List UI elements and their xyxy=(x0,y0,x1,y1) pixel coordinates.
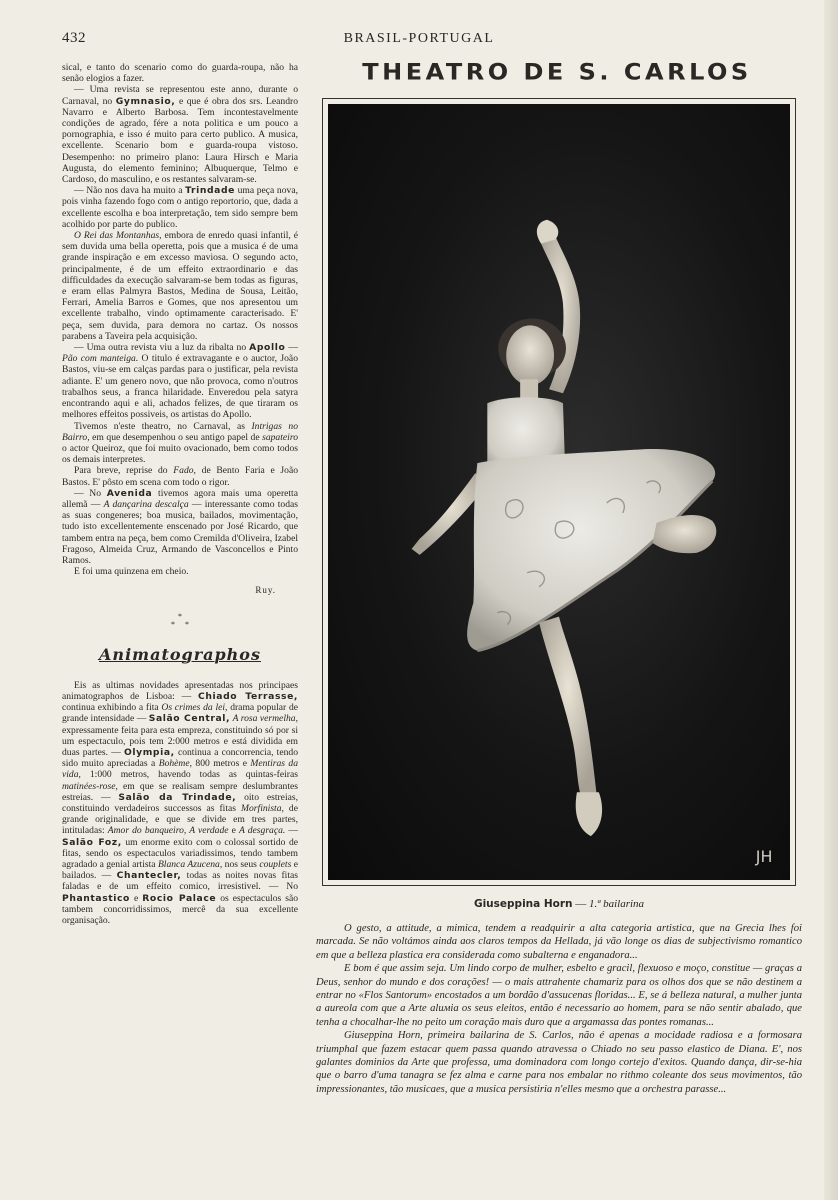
text-italic: couplets xyxy=(259,859,292,870)
play-title: Pão com manteiga. xyxy=(62,353,139,365)
text: E foi uma quinzena em cheio. xyxy=(74,566,189,578)
photo-frame xyxy=(322,98,796,886)
paragraph: E bom é que assim seja. Um lindo corpo de mulher, esbelto e gracil, flexuoso e moço, constitue — graças a Deus, senhor do mundo e dos corações! — o mais attrahente chamariz para os olhos dos que se não destinem a entrar no «Flos Santorum» encostados a um bordão d'assucenas floridas... E, se á belleza natural, a mulher junta a aureola com que a Arte aluмia os seus eleitos, então é necessario ao homem, para se não sentir abalado, que tenha a chocalhar-lhe no peito um coração mais duro que a argamassa das pontes romanas... xyxy=(316,963,802,1028)
photo-caption xyxy=(322,898,796,910)
paragraph-apollo xyxy=(62,342,298,420)
paragraph-animatographos xyxy=(62,680,298,926)
text: — xyxy=(285,825,298,837)
play-title: A dançarina descalça xyxy=(103,498,189,510)
text: um enorme exito com o colossal sortido de fitas, sendo os espectaculos variadissimos, tendo tambem agradado a genial artista xyxy=(62,836,299,870)
play-title: Intrigas no Bairro, xyxy=(62,420,298,443)
running-head: BRASIL-PORTUGAL xyxy=(343,31,495,46)
text: nos seus xyxy=(222,859,260,870)
star-ornament: * xyxy=(171,619,175,629)
cinema-name: Olympia, xyxy=(124,746,175,758)
film-title: A desgraça. xyxy=(238,825,286,837)
paragraph-text: sical, e tanto do scenario como do guarda-roupa, não ha senão elogios a fazer. xyxy=(62,62,298,85)
page-number: 432 xyxy=(62,30,86,46)
text: e que é obra dos srs. Leandro Navarro e Alberto Barbosa. Tem incontestavelmente condições de agrado, fére a nota politica e um pouco a pornographia, e isso é muito para certo publico. A musica, excellente. Scenario bom e guarda-roupa vistoso. Desempenho: no primeiro plano: Laura Hirsch e Maria Augusta, do elemento feminino; Albuquerque, Telmo e Cardoso, do masculino, e os restantes salvaram-se. xyxy=(62,95,298,186)
cinema-name: Rocio Palace xyxy=(142,892,217,904)
star-ornament-pair xyxy=(62,621,298,629)
theatre-name: Trindade xyxy=(185,185,235,197)
paragraph-gymnasio xyxy=(62,84,298,185)
text: e xyxy=(129,892,143,904)
caption-role: 1.ª bailarina xyxy=(589,898,645,910)
play-title: Fado, xyxy=(173,465,196,477)
artist-name: Blanca Azucena, xyxy=(157,859,223,870)
theatre-name: Gymnasio, xyxy=(115,95,176,107)
cinema-name: Chiado Terrasse, xyxy=(198,690,298,702)
theatre-name: Avenida xyxy=(106,487,153,499)
paragraph-closing xyxy=(62,566,298,577)
text: uma peça nova, pois vinha fazendo fogo com o antigo reportorio, que, dada a excellente escolha e boa interpretação, tem sido sempre bem acolhido por parte do publico. xyxy=(62,185,298,230)
paragraph-rei-montanhas xyxy=(62,230,298,342)
article-heading: THEATRO DE S. CARLOS xyxy=(362,59,752,85)
text: — interessante como todas as suas congeneres; boa musica, bailados, movimentação, tudo isto excellentemente enscenado por José Ricardo, que tambem entra na peça, bem como Cremilda d'Oliveira, Izabel Fragoso, Almeida Cruz, Armando de Vasconcellos e Pinto Ramos. xyxy=(62,498,298,566)
theatre-name: Apollo xyxy=(249,342,286,354)
cinema-name: Salão Foz, xyxy=(62,836,122,848)
film-title: Mentiras da vida, xyxy=(62,758,298,781)
section-divider-stars xyxy=(62,613,298,629)
photographer-monogram: JH xyxy=(755,847,773,867)
cinema-name: Salão da Trindade, xyxy=(118,791,237,803)
text: Tivemos n'este theatro, no Carnaval, as xyxy=(74,420,252,432)
caption-dash: — xyxy=(572,898,590,910)
text: expressamente feita para esta empreza, constituindo só por si um espectaculo, pois tem 2:000 metros e está dividida em duas partes. — xyxy=(62,724,298,758)
text: os espectaculos são tambem concorridissimos, mercê da sua excellente organisação. xyxy=(62,892,299,927)
text: Para breve, reprise do xyxy=(74,465,174,477)
text: 1:000 metros, havendo todas as quintas-feiras xyxy=(80,769,298,781)
page-edge xyxy=(824,0,838,1200)
text: continua a concorrencia, tendo sido muito apreciadas a xyxy=(62,746,298,770)
left-column xyxy=(62,62,298,926)
text: e bailados. — xyxy=(62,859,298,882)
ballerina-figure xyxy=(328,104,790,880)
section-title-animatographos: Animatographos xyxy=(99,644,261,664)
text: de Bento Faria e João Bastos. E' pôsto em scena com todo o rigor. xyxy=(62,465,298,488)
cinema-name: Phantastico xyxy=(62,892,130,904)
article-body xyxy=(316,922,802,1096)
paragraph: O gesto, a attitude, a mimica, tendem a readquirir a alta categoria artistica, que na Grecia lhes foi marcada. Se não voltámos ainda aos claros tempos da Hellada, já vão longe os dias de subjectivismo romantico em que a belleza plastica era considerada como subalterna e enganadora... xyxy=(316,923,802,961)
text-italic: matinées-rose, xyxy=(62,780,118,792)
film-title: Amor do banqueiro, A verdade xyxy=(107,825,229,837)
text: embora de enredo quasi infantil, é sem duvida uma bella operetta, pois que a musica é de uma grande inspiração e em excesso maviosa. O segundo acto, principalmente, é de um effeito extraordinario e das difficuldades da execução salvaram-se bem todas as figuras, e eram ellas Palmyra Bastos, Medina de Sousa, Leitão, Ferrari, Amelia Barros e Gomes, que nos apresentou um excellente trabalho, vindo optimamente caracterisado. E' peça, sem duvida, para demora no cartaz. Os nossos parabens a Taveira pela acquisição. xyxy=(62,230,298,342)
text: em que se realisam sempre deslumbrantes estreias. — xyxy=(62,780,298,803)
text: de grande originalidade, e que se divide em tres partes, intituladas: xyxy=(62,802,298,837)
text: — Uma outra revista viu a luz da ribalta no xyxy=(74,342,250,354)
text: O titulo é extravagante e o auctor, João Bastos, viu-se em calças pardas para o justificar, pela revista adiante. E' um genero novo, que não provoca, como n'outros trabalhos seus, a franca hilaridade. Enveredou pela satyra encontrando aqui e ali, achados felizes, de que tiraram os melhores effeitos possiveis, os artistas do Apollo. xyxy=(62,353,298,421)
author-signature: Ruy. xyxy=(255,585,276,596)
paragraph-fado xyxy=(62,465,298,487)
ballerina-photograph xyxy=(328,104,790,880)
star-ornament: * xyxy=(185,619,189,629)
text: — No xyxy=(74,487,107,499)
text: continua exhibindo a fita xyxy=(62,702,162,714)
caption-name: Giuseppina Horn xyxy=(473,898,573,910)
text: Eis as ultimas novidades apresentadas nos principaes animatographos de Lisboa: — xyxy=(62,679,298,702)
film-title: Os crimes da lei, xyxy=(161,702,228,714)
text: e xyxy=(228,825,239,837)
text: tivemos agora mais uma operetta allemã — xyxy=(62,487,298,510)
text: drama popular de grande intensidade — xyxy=(62,702,299,725)
text: todas as noites novas fitas faladas e de um effeito comico, irresistivel. — No xyxy=(62,870,298,893)
paragraph xyxy=(62,62,298,84)
text: oito estreias, constituindo verdadeiros successos as fitas xyxy=(62,791,298,814)
star-ornament: * xyxy=(178,611,182,621)
paragraph-intrigas xyxy=(62,421,298,466)
text: o actor Queiroz, que foi muito ovacionado, bem como todos os demais interpretes. xyxy=(62,442,298,466)
text: — xyxy=(285,342,298,354)
paragraph-avenida xyxy=(62,488,298,566)
text: — Uma revista se representou este anno, durante o Carnaval, no xyxy=(62,84,298,107)
paragraph: Giuseppina Horn, primeira bailarina de S. Carlos, não é apenas a mocidade radiosa e a formosara triumphal que fazem estacar quem passa quando atravessa o Chiado no seu passo elastico de Diana. E', nos galantes dominios da Arte que professa, uma dominadora com longo cortejo d'exitos. Quando dança, dir-se-hia que o barro d'uma tanagra se fez alma e carne para nos embalar no rithmo coleante dos seus movimentos, tão impressionantes, tão musicaes, que a musica persistiria n'elles mesmo que a orchestra parasse... xyxy=(316,1030,802,1095)
cinema-name: Salão Central, xyxy=(148,713,231,725)
film-title: Morfinista, xyxy=(241,802,284,814)
text: em que desempenhou o seu antigo papel de xyxy=(89,431,263,443)
play-title: O Rei das Montanhas, xyxy=(74,230,162,242)
film-title: Bohème, xyxy=(158,758,193,770)
text: 800 metros e xyxy=(192,758,251,770)
role-name: sapateiro xyxy=(262,431,298,443)
paragraph-trindade xyxy=(62,185,298,230)
cinema-name: Chantecler, xyxy=(116,870,182,882)
film-title: A rosa vermelha, xyxy=(232,713,298,725)
text: — Não nos dava ha muito a xyxy=(74,185,186,197)
